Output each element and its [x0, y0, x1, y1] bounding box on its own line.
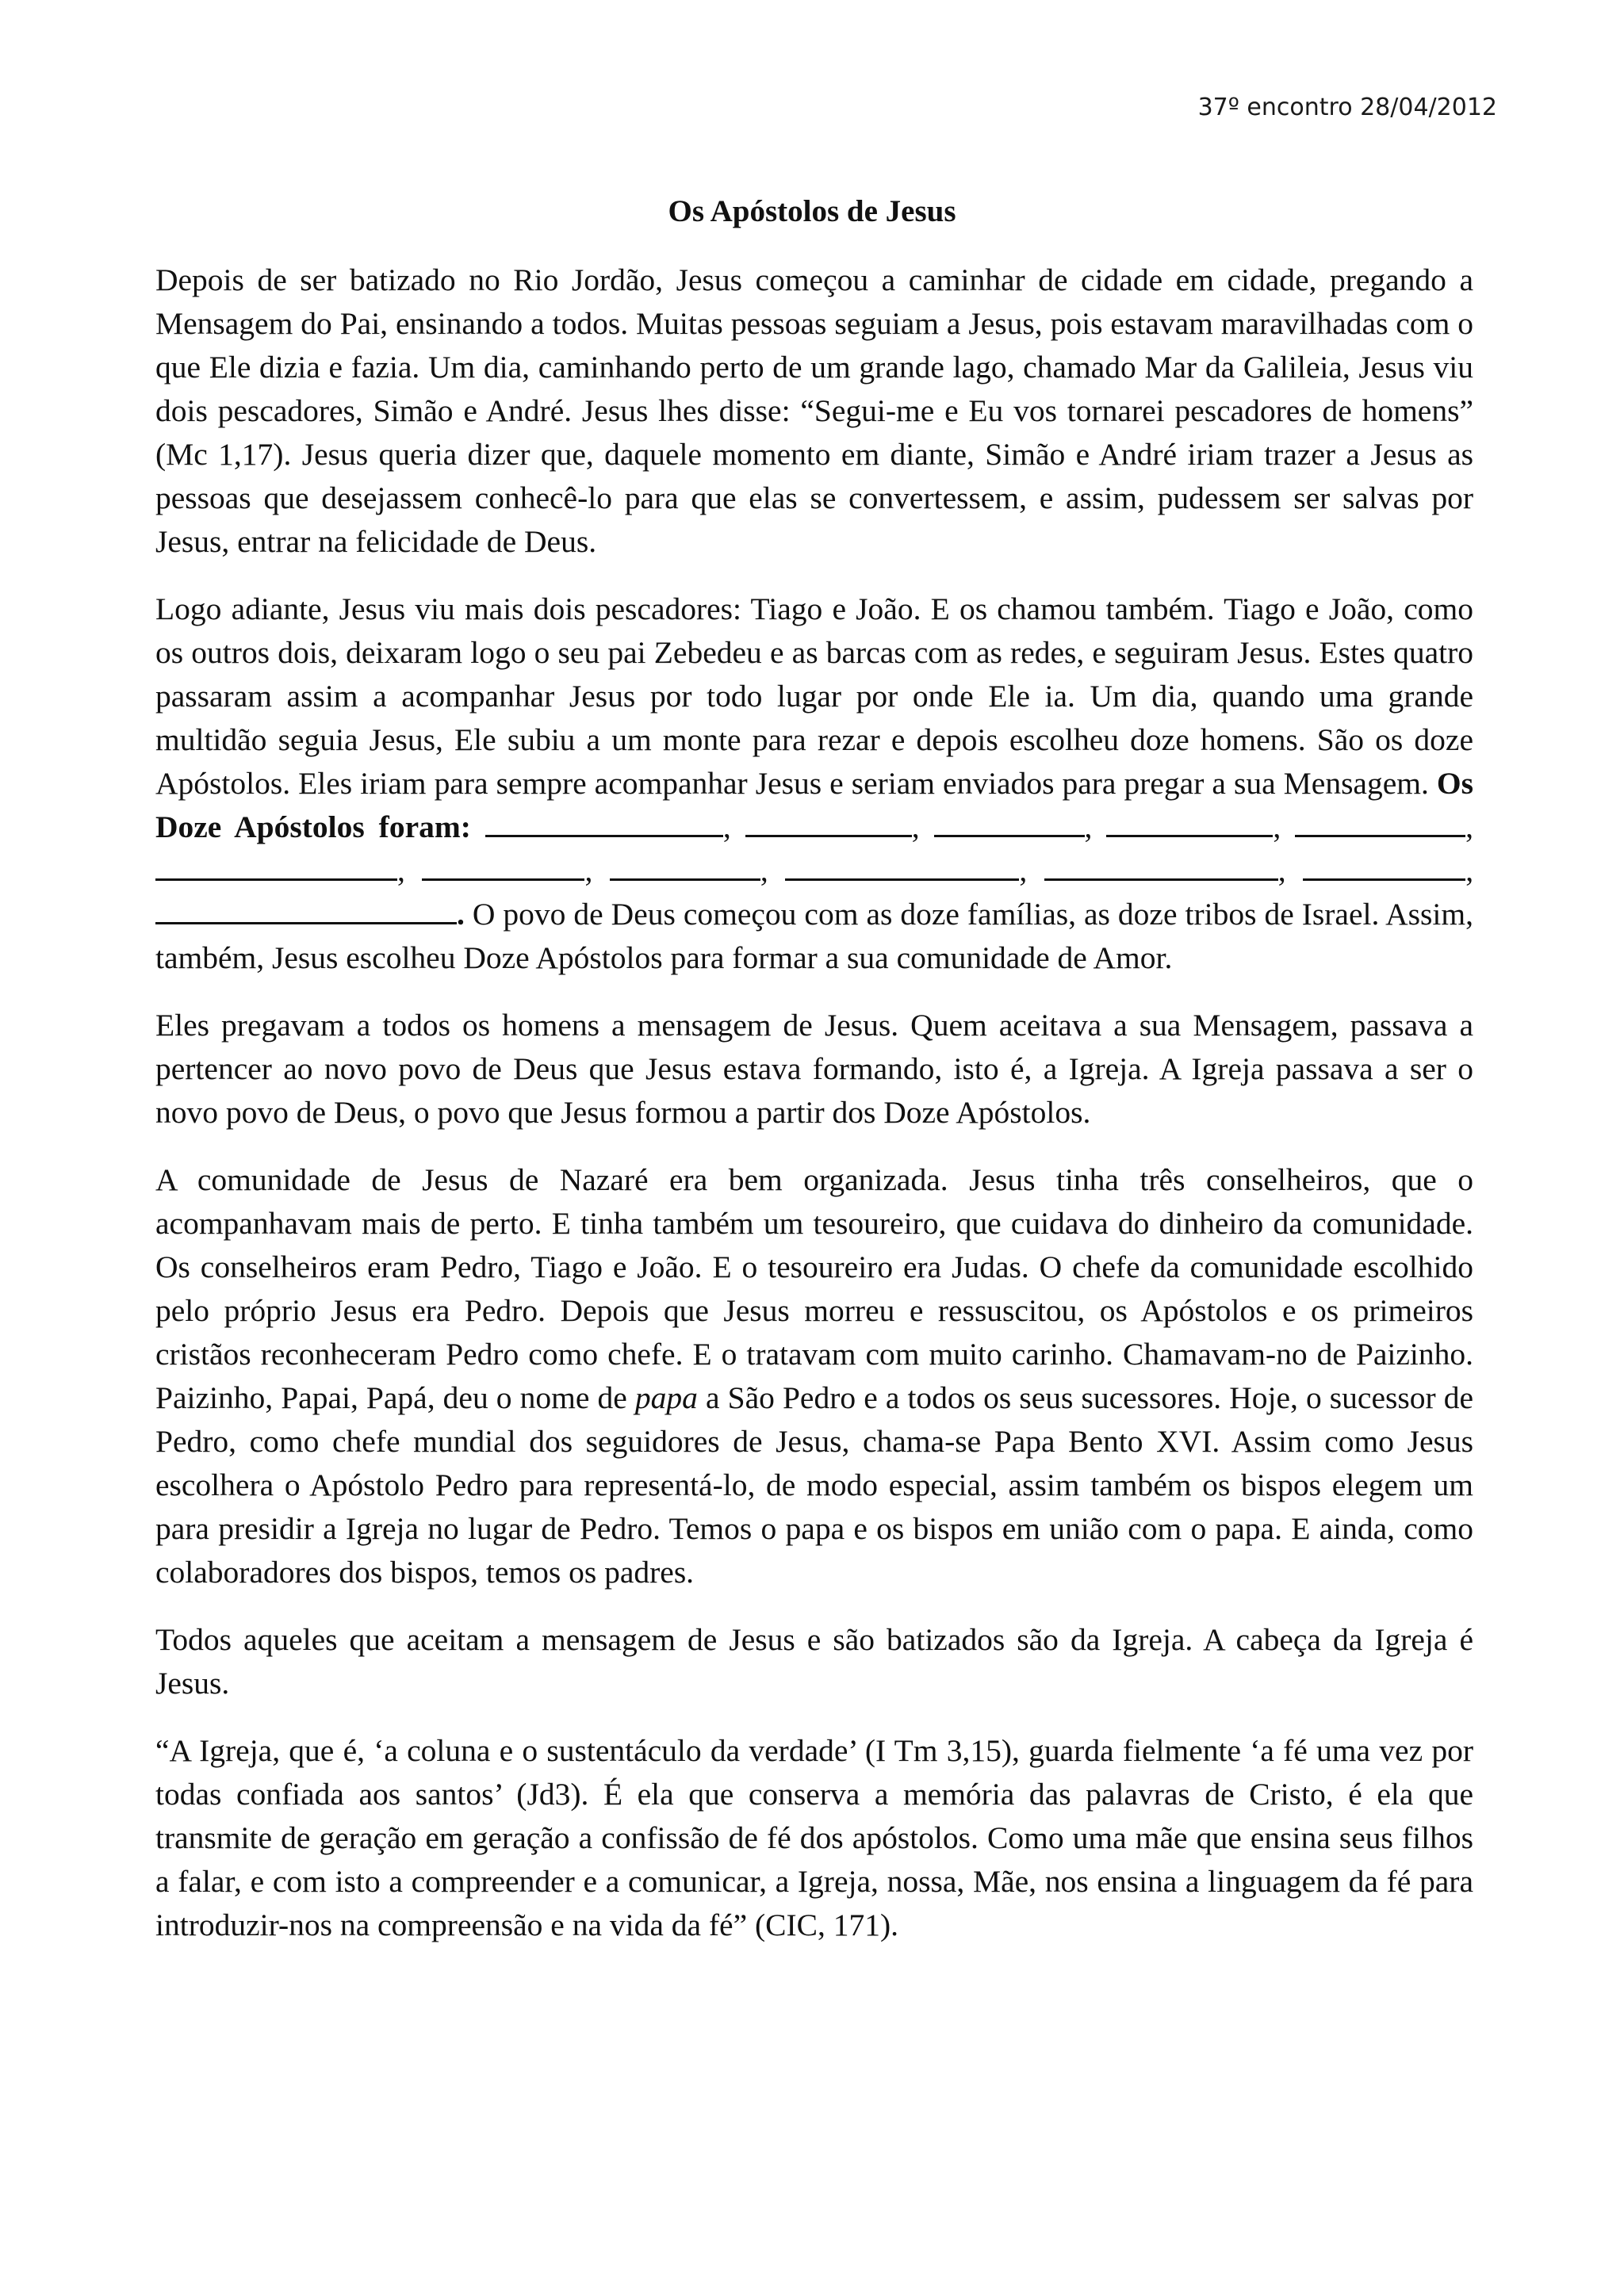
separator: , [911, 809, 920, 844]
separator: , [1277, 853, 1286, 888]
paragraph-1: Depois de ser batizado no Rio Jordão, Jesus começou a caminhar de cidade em cidade, pregando a Mensagem do Pai, ensinando a todos. Muitas pessoas seguiam a Jesus, pois estavam maravilhadas com o que Ele dizia e fazia. Um dia, caminhando perto de um grande lago, chamado Mar da Galileia, Jesus viu dois pescadores, Simão e André. Jesus lhes disse: “Segui-me e Eu vos tornarei pescadores de homens” (Mc 1,17). Jesus queria dizer que, daquele momento em diante, Simão e André iriam trazer a Jesus as pessoas que desejassem conhecê-lo para que elas se convertessem, e assim, pudessem ser salvas por Jesus, entrar na felicidade de Deus. [155, 262, 1473, 559]
paragraph-2-intro: Logo adiante, Jesus viu mais dois pescadores: Tiago e João. E os chamou também. Tiago e João, como os outros dois, deixaram logo o seu pai Zebedeu e as barcas com as redes, e seguiram Jesus. Estes quatro passaram assim a acompanhar Jesus por todo lugar por onde Ele ia. Um dia, quando uma grande multidão seguia Jesus, Ele subiu a um monte para rezar e depois escolheu doze homens. São os doze Apóstolos. Eles iriam para sempre acompanhar Jesus e seriam enviados para pregar a sua Mensagem. [155, 591, 1473, 801]
papa-italic: papa [634, 1380, 698, 1415]
apostle-blank-10[interactable] [1044, 855, 1278, 881]
apostle-blank-3[interactable] [934, 811, 1085, 837]
apostle-blank-4[interactable] [1106, 811, 1273, 837]
separator: , [1273, 809, 1281, 844]
apostle-blank-12[interactable] [155, 898, 457, 924]
paragraph-4-part-b: a São Pedro e a todos os seus sucessores. Hoje, o sucessor de Pedro, como chefe mundial dos seguidores de Jesus, chama-se Papa Bento XVI. Assim como Jesus escolhera o Apóstolo Pedro para representá-lo, de modo especial, assim também os bispos elegem um para presidir a Igreja no lugar de Pedro. Temos o papa e os bispos em união com o papa. E ainda, como colaboradores dos bispos, temos os padres. [155, 1380, 1473, 1590]
apostles-list-label: Os Doze Apóstolos foram: [155, 766, 1473, 844]
paragraph-4 [155, 1158, 1473, 1594]
separator: , [722, 809, 731, 844]
apostle-blank-8[interactable] [610, 855, 760, 881]
apostle-blank-6[interactable] [155, 855, 397, 881]
paragraph-4-part-a: A comunidade de Jesus de Nazaré era bem organizada. Jesus tinha três conselheiros, que o acompanhavam mais de perto. E tinha também um tesoureiro, que cuidava do dinheiro da comunidade. Os conselheiros eram Pedro, Tiago e João. E o tesoureiro era Judas. O chefe da comunidade escolhido pelo próprio Jesus era Pedro. Depois que Jesus morreu e ressuscitou, os Apóstolos e os primeiros cristãos reconheceram Pedro como chefe. E o tratavam com muito carinho. Chamavam-no de Paizinho. Paizinho, Papai, Papá, deu o nome de [155, 1162, 1473, 1415]
page-title: Os Apóstolos de Jesus [668, 194, 956, 228]
document-body [155, 258, 1473, 1971]
paragraph-2-end: O povo de Deus começou com as doze famílias, as doze tribos de Israel. Assim, também, Jesus escolheu Doze Apóstolos para formar a sua comunidade de Amor. [155, 897, 1473, 975]
paragraph-2 [155, 587, 1473, 980]
separator: . [457, 897, 465, 932]
apostle-blank-1[interactable] [485, 811, 723, 837]
separator: , [397, 853, 405, 888]
apostle-blank-7[interactable] [422, 855, 584, 881]
separator: , [1019, 853, 1028, 888]
separator: , [1465, 809, 1474, 844]
apostle-blank-11[interactable] [1303, 855, 1465, 881]
separator: , [760, 853, 768, 888]
paragraph-3: Eles pregavam a todos os homens a mensagem de Jesus. Quem aceitava a sua Mensagem, passava a pertencer ao novo povo de Deus que Jesus estava formando, isto é, a Igreja. A Igreja passava a ser o novo povo de Deus, o povo que Jesus formou a partir dos Doze Apóstolos. [155, 1008, 1473, 1130]
apostle-blank-9[interactable] [785, 855, 1019, 881]
apostle-blank-2[interactable] [745, 811, 912, 837]
apostle-blank-5[interactable] [1295, 811, 1465, 837]
paragraph-6-quote: “A Igreja, que é, ‘a coluna e o sustentáculo da verdade’ (I Tm 3,15), guarda fielmente ‘a fé uma vez por todas confiada aos santos’ (Jd3). É ela que conserva a memória das palavras de Cristo, é ela que transmite de geração em geração a confissão de fé dos apóstolos. Como uma mãe que ensina seus filhos a falar, e com isto a compreender e a comunicar, a Igreja, nossa, Mãe, nos ensina a linguagem da fé para introduzir-nos na compreensão e na vida da fé” (CIC, 171). [155, 1733, 1473, 1942]
meeting-date: 37º encontro 28/04/2012 [1197, 94, 1497, 121]
separator: , [1465, 853, 1474, 888]
separator: , [1084, 809, 1093, 844]
separator: , [584, 853, 593, 888]
paragraph-5: Todos aqueles que aceitam a mensagem de Jesus e são batizados são da Igreja. A cabeça da Igreja é Jesus. [155, 1622, 1473, 1701]
